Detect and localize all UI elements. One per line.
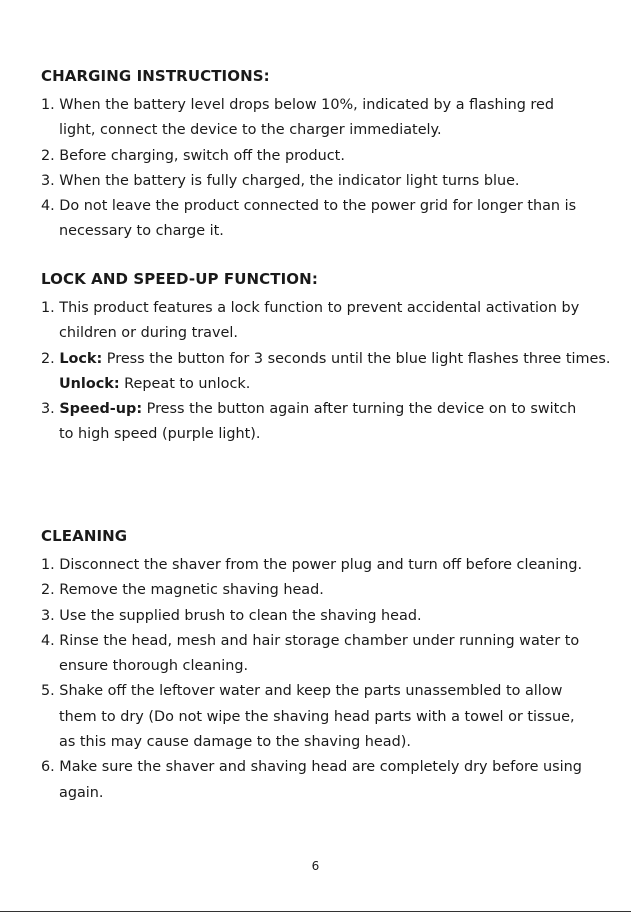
charging-item-4-line-1: 4. Do not leave the product connected to the power grid for longer than is: [41, 198, 577, 215]
lock-item-1: [41, 296, 627, 347]
unlock-label: Unlock:: [59, 375, 120, 392]
cleaning-item-5-line-2: them to dry (Do not wipe the shaving head parts with a towel or tissue,: [59, 708, 575, 725]
cleaning-item-6-line-2: again.: [59, 784, 104, 801]
charging-item-2: [41, 144, 627, 169]
charging-item-4-line-2: necessary to charge it.: [59, 223, 224, 240]
cleaning-section: [41, 527, 627, 806]
lock-item-3-line-2: to high speed (purple light).: [59, 426, 261, 443]
charging-item-3: [41, 169, 627, 194]
cleaning-item-5: [41, 679, 627, 755]
lock-item-3-prefix: 3.: [41, 401, 60, 418]
lock-section: [41, 270, 627, 448]
cleaning-item-2-line-1: 2. Remove the magnetic shaving head.: [41, 582, 324, 599]
cleaning-item-3: [41, 604, 627, 629]
page-number: 6: [311, 859, 320, 873]
lock-item-2: [41, 347, 627, 398]
lock-item-3-line-1: [41, 397, 627, 422]
lock-item-3: [41, 397, 627, 448]
speed-up-label: Speed-up:: [59, 401, 143, 418]
charging-section: [41, 67, 627, 245]
charging-item-2-line-1: 2. Before charging, switch off the product.: [41, 147, 345, 164]
charging-item-3-line-1: 3. When the battery is fully charged, the indicator light turns blue.: [41, 172, 520, 189]
lock-heading: LOCK AND SPEED-UP FUNCTION:: [41, 270, 318, 288]
cleaning-item-4-line-2: ensure thorough cleaning.: [59, 658, 249, 675]
charging-item-4: [41, 194, 627, 245]
lock-label: Lock:: [59, 350, 103, 367]
lock-item-2-prefix: 2.: [41, 350, 60, 367]
lock-text: Press the button for 3 seconds until the blue light flashes three times.: [102, 350, 611, 367]
unlock-text: Repeat to unlock.: [119, 375, 251, 392]
lock-item-1-line-2: children or during travel.: [59, 325, 238, 342]
cleaning-heading: CLEANING: [41, 527, 128, 545]
cleaning-item-5-line-1: 5. Shake off the leftover water and keep the parts unassembled to allow: [41, 683, 563, 700]
charging-heading: CHARGING INSTRUCTIONS:: [41, 67, 270, 85]
lock-item-2-line-2: [41, 372, 627, 397]
cleaning-item-6: [41, 755, 627, 806]
cleaning-item-1-line-1: 1. Disconnect the shaver from the power plug and turn off before cleaning.: [41, 557, 583, 573]
cleaning-item-6-line-1: 6. Make sure the shaver and shaving head are completely dry before using: [41, 759, 582, 776]
charging-item-1: [41, 93, 627, 144]
cleaning-item-4: [41, 629, 627, 680]
lock-item-1-line-1: 1. This product features a lock function to prevent accidental activation by: [41, 300, 580, 316]
charging-item-1-line-1: 1. When the battery level drops below 10%, indicated by a flashing red: [41, 97, 555, 113]
cleaning-item-2: [41, 578, 627, 603]
bottom-rule: [0, 911, 631, 912]
charging-item-1-line-2: light, connect the device to the charger immediately.: [59, 122, 442, 139]
cleaning-item-4-line-1: 4. Rinse the head, mesh and hair storage chamber under running water to: [41, 632, 580, 649]
cleaning-item-5-line-3: as this may cause damage to the shaving head).: [59, 734, 411, 751]
cleaning-item-1: [41, 553, 627, 578]
cleaning-item-3-line-1: 3. Use the supplied brush to clean the shaving head.: [41, 607, 422, 624]
lock-item-2-line-1: [41, 347, 627, 372]
speed-up-text: Press the button again after turning the device on to switch: [142, 401, 577, 418]
